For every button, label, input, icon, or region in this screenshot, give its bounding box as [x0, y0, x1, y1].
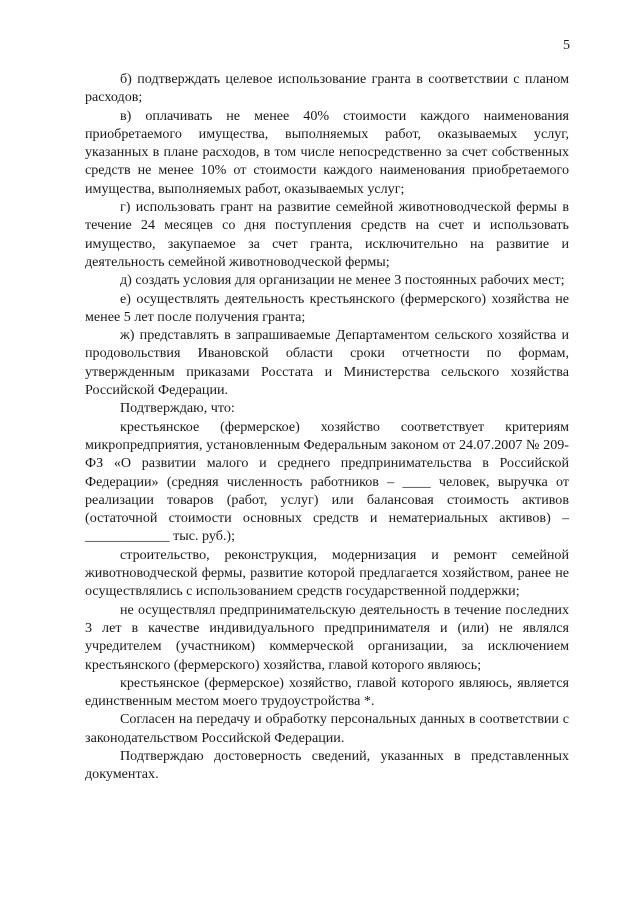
paragraph-accuracy-confirmation: Подтверждаю достоверность сведений, указанных в представленных документах.	[85, 747, 569, 783]
page-number: 5	[563, 38, 570, 53]
paragraph-personal-data-consent: Согласен на передачу и обработку персональных данных в соответствии с законодательством Российской Федерации.	[85, 711, 569, 746]
paragraph-reporting: ж) представлять в запрашиваемые Департаментом сельского хозяйства и продовольствия Ивановской области сроки отчетности по формам, утвержденным приказами Росстата и Министерства сельского хозяйства Российской Федерации.	[85, 327, 569, 399]
paragraph-grant-target-use: б) подтверждать целевое использование гранта в соответствии с планом расходов;	[85, 71, 569, 106]
paragraph-jobs: д) создать условия для организации не менее 3 постоянных рабочих мест;	[120, 272, 565, 289]
paragraph-microenterprise-criteria: крестьянское (фермерское) хозяйство соответствует критериям микропредприятия, установленным Федеральным законом от 24.07.2007 № 209-ФЗ «О развитии малого и среднего предпринимательства в Российской Федерации» (средняя численность работников – ____ человек, выручка от реализации товаров (работ, услуг) или балансовая стоимость активов (остаточной стоимости основных средств и нематериальных активов) – ____________ тыс. руб.);	[85, 418, 569, 545]
document-body	[85, 70, 569, 784]
paragraph-no-prior-business: не осуществлял предпринимательскую деятельность в течение последних 3 лет в качестве индивидуального предпринимателя и (или) не являлся учредителем (участником) коммерческой организации, за исключением крестьянского (фермерского) хозяйства, главой которого являюсь;	[85, 601, 569, 673]
paragraph-confirm-heading: Подтверждаю, что:	[120, 400, 235, 417]
paragraph-cofinancing: в) оплачивать не менее 40% стоимости каждого наименования приобретаемого имущества, выполняемых работ, оказываемых услуг, указанных в плане расходов, в том числе непосредственно за счет собственных средств не менее 10% от стоимости каждого наименования приобретаемого имущества, выполняемых работ, оказываемых услуг;	[85, 107, 569, 197]
paragraph-no-prior-support: строительство, реконструкция, модернизация и ремонт семейной животноводческой фермы, развитие которой предлагается хозяйством, ранее не осуществлялись с использованием средств государственной поддержки;	[85, 546, 569, 600]
paragraph-sole-employment: крестьянское (фермерское) хозяйство, главой которого являюсь, является единственным местом моего трудоустройства *.	[85, 674, 569, 710]
paragraph-grant-usage-period: г) использовать грант на развитие семейной животноводческой фермы в течение 24 месяцев со дня поступления средств на счет и использовать имущество, закупаемое за счет гранта, исключительно на развитие и деятельность семейной животноводческой фермы;	[85, 199, 569, 270]
paragraph-activity-duration: е) осуществлять деятельность крестьянского (фермерского) хозяйства не менее 5 лет после получения гранта;	[85, 290, 569, 325]
